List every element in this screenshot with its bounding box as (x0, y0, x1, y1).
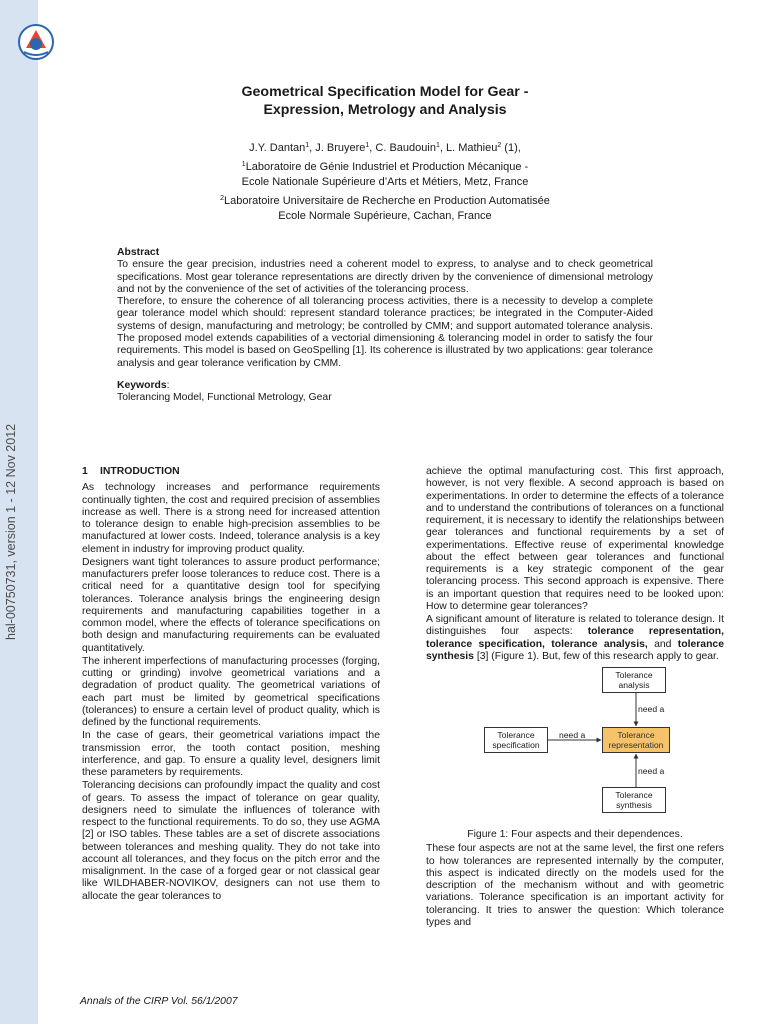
affiliation-1-line-2: Ecole Nationale Supérieure d’Arts et Métiers, Metz, France (241, 176, 529, 188)
right-column (426, 466, 724, 930)
box-tolerance-representation: Tolerance representation (602, 727, 670, 753)
diagram-arrows (426, 667, 724, 827)
title-line-1: Geometrical Specification Model for Gear - (241, 84, 529, 100)
author-sup: 1 (305, 142, 310, 149)
right-paragraph-3: These four aspects are not at the same level, the first one refers to how tolerances are represented internally by the computer, this aspect is indicated directly on the models used for the description of the mechanism without and with geometric variations. Tolerance specification is an important activity for tolerancing. It tries to answer the question: Which tolerance types and (426, 843, 724, 928)
intro-paragraph-3: The inherent imperfections of manufacturing processes (forging, cutting or grinding) involve geometrical variations and a degradation of product quality. The geometrical variations of each part must be limited by geometrical specifications (tolerances) to ensure a certain level of product quality, which is defined by the functional requirements. (82, 655, 380, 728)
journal-footer: Annals of the CIRP Vol. 56/1/2007 (80, 996, 238, 1007)
author-bruyere: , J. Bruyere (309, 142, 366, 154)
label-need-a-3: need a (638, 766, 665, 776)
right-paragraph-2: A significant amount of literature is related to tolerance design. It distinguishes four aspects: tolerance representation, tolerance specification, tolerance analysis, and tolerance synthesis [3] (Figure 1). But, few of this research apply to gear. (426, 614, 724, 662)
box-tolerance-specification: Tolerance specification (484, 727, 548, 753)
hal-logo-icon (16, 22, 56, 62)
author-sup: 1 (365, 142, 370, 149)
author-mathieu: , L. Mathieu (439, 142, 498, 154)
title-block (117, 83, 653, 225)
affiliation-2-line-2: Ecole Normale Supérieure, Cachan, France (278, 210, 492, 222)
author-cirp-mark: (1), (501, 142, 521, 154)
intro-paragraph-1: As technology increases and performance requirements continually tighten, the cost and required precision of assemblies increase as well. There is a strong need for increased attention to tolerance design to enable high-precision assemblies to be manufactured at lower costs. Indeed, tolerance analysis is a key element in industry for improving product quality. (82, 482, 380, 555)
right-paragraph-1: achieve the optimal manufacturing cost. This first approach, however, is not very flexible. A second approach is based on experimentations. In order to determine the effects of a tolerance and to understand the contributions of tolerances on a functional requirement, it is necessary to identify the relationships between gear tolerances and functional requirements by a set of experimentations. Effective reuse of experimental knowledge about the effect between gear tolerances and functional requirements is a key strategic component of the gear tolerancing process. This second approach is expensive. There is an important question that requires need to be looked upon: How to determine gear tolerances? (426, 466, 724, 612)
left-column (82, 466, 380, 904)
intro-paragraph-2: Designers want tight tolerances to assure product performance; manufacturers prefer loose tolerances to reduce cost. There is a critical need for a quantitative design tool for specifying tolerances. Tolerance analysis brings the engineering design requirements and manufacturing capabilities together in a common model, where the effects of tolerance specifications on both design and manufacturing requirements can be evaluated quantitatively. (82, 556, 380, 654)
intro-paragraph-5: Tolerancing decisions can profoundly impact the quality and cost of gears. To assess the impact of tolerance on gear quality, designers need to simulate the influences of tolerance with respect to the functional requirements. To do so, they use AGMA [2] or ISO tables. These tables are a set of discrete associations between tolerances and meshing quality. They do not take into account all tolerances, and they focus on the pitch error and the misalignment. In the case of a forged gear or not classical gear like WILDHABER-NOVIKOV, designers can not use them to allocate the gear tolerances to (82, 780, 380, 902)
figure-1-caption: Figure 1: Four aspects and their dependences. (467, 829, 683, 840)
affil-sup: 1 (241, 160, 246, 168)
affiliation-2: $^2$Laboratoire Universitaire de Recherche en Production Automatisée (220, 194, 550, 207)
author-baudouin: , C. Baudouin (369, 142, 436, 154)
intro-paragraph-4: In the case of gears, their geometrical variations impact the transmission error, the tooth contact position, meshing interference, and gap. To ensure a quality level, designers limit these parameters by requirements. (82, 730, 380, 778)
title-line-2: Expression, Metrology and Analysis (263, 102, 507, 118)
abstract (117, 247, 653, 370)
author-line (117, 138, 653, 157)
figure-1-diagram (426, 667, 724, 827)
keywords: Keywords: Tolerancing Model, Functional Metrology, Gear (117, 380, 653, 405)
author-sup: 2 (497, 142, 502, 149)
abstract-paragraph-2: Therefore, to ensure the coherence of all tolerancing process activities, there is a necessity to develop a complete gear tolerance model which should: represent standard tolerance practices; be integrated in the Computer-Aided systems of design, manufacturing and metrology; be controlled by CMM; and support automated tolerance analysis. The proposed model extends capabilities of a vectorial dimensioning & tolerancing model in order to satisfy the four requirements. This model is based on GeoSpelling [1]. Its coherence is illustrated by two applications: gear tolerance analysis and gear tolerance verification by CMM. (117, 296, 653, 369)
section-heading: 1 INTRODUCTION (82, 466, 180, 477)
authors-block (117, 138, 653, 225)
affil-sup: 2 (220, 194, 224, 202)
author-sup: 1 (435, 142, 440, 149)
abstract-paragraph-1: To ensure the gear precision, industries need a coherent model to express, to analyse and to check geometrical specifications. Most gear tolerance representations are directly driven by the convenience of dimensional metrology and not by the convenience of the set of activities of the tolerancing process. (117, 259, 653, 295)
keywords-heading: Keywords (117, 380, 167, 391)
label-need-a-1: need a (638, 704, 665, 714)
paper-title (117, 83, 653, 119)
affiliation-1: $^1$Laboratoire de Génie Industriel et Production Mécanique - (241, 160, 529, 173)
author-dantan: J.Y. Dantan (249, 142, 306, 154)
box-tolerance-analysis: Tolerance analysis (602, 667, 666, 693)
abstract-heading: Abstract (117, 247, 160, 258)
keywords-text: Tolerancing Model, Functional Metrology, Gear (117, 392, 332, 404)
label-need-a-2: need a (559, 730, 586, 740)
box-tolerance-synthesis: Tolerance synthesis (602, 787, 666, 813)
